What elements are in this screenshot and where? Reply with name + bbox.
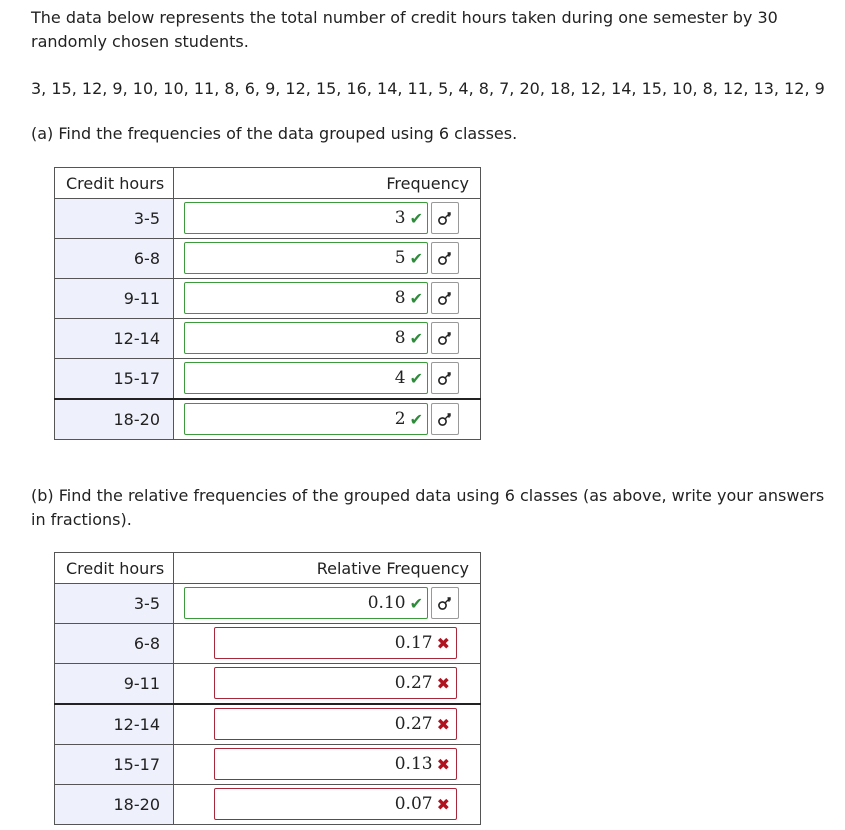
check-icon: ✔ (409, 593, 423, 613)
table-row (55, 624, 481, 664)
part-b-prompt: (b) Find the relative frequencies of the grouped data using 6 classes (as above, write your answers in fractions). (31, 486, 825, 529)
frequency-input[interactable] (184, 202, 428, 234)
answer-value: 3 (394, 208, 406, 228)
col-header-credit-hours: Credit hours (55, 168, 174, 199)
class-label: 15-17 (55, 359, 174, 400)
class-label: 9-11 (55, 279, 174, 319)
key-icon[interactable] (431, 362, 459, 394)
class-label: 3-5 (55, 584, 174, 624)
class-label: 6-8 (55, 239, 174, 279)
frequency-input[interactable] (184, 282, 428, 314)
table-row (55, 745, 481, 785)
table-row (55, 319, 481, 359)
cross-icon: ✖ (436, 633, 450, 653)
class-label: 3-5 (55, 199, 174, 239)
table-row (55, 785, 481, 825)
class-label: 6-8 (55, 624, 174, 664)
answer-value: 8 (394, 288, 406, 308)
relative-frequency-input[interactable] (184, 587, 428, 619)
key-icon[interactable] (431, 322, 459, 354)
table-row (55, 704, 481, 745)
answer-value: 0.10 (367, 593, 406, 613)
cross-icon: ✖ (436, 714, 450, 734)
table-row (55, 664, 481, 705)
answer-value: 4 (394, 368, 406, 388)
table-row (55, 399, 481, 440)
relative-frequency-table (54, 552, 481, 825)
check-icon: ✔ (409, 328, 423, 348)
table-row (55, 279, 481, 319)
check-icon: ✔ (409, 368, 423, 388)
table-header (55, 168, 481, 199)
table-row (55, 199, 481, 239)
relative-frequency-input[interactable] (214, 627, 457, 659)
key-icon[interactable] (431, 202, 459, 234)
data-list: 3, 15, 12, 9, 10, 10, 11, 8, 6, 9, 12, 15, 16, 14, 11, 5, 4, 8, 7, 20, 18, 12, 14, 15, 10, 8, 12, 13, 12, 9 (31, 79, 825, 98)
answer-value: 0.13 (394, 754, 433, 774)
frequency-input[interactable] (184, 322, 428, 354)
class-label: 15-17 (55, 745, 174, 785)
relative-frequency-input[interactable] (214, 788, 457, 820)
check-icon: ✔ (409, 248, 423, 268)
class-label: 18-20 (55, 399, 174, 440)
answer-value: 0.27 (394, 714, 433, 734)
class-label: 9-11 (55, 664, 174, 705)
problem-intro: The data below represents the total number of credit hours taken during one semester by 30 randomly chosen students. (31, 8, 778, 51)
frequency-input[interactable] (184, 242, 428, 274)
part-a-prompt: (a) Find the frequencies of the data grouped using 6 classes. (31, 124, 518, 143)
relative-frequency-input[interactable] (214, 708, 457, 740)
key-icon[interactable] (431, 587, 459, 619)
relative-frequency-input[interactable] (214, 667, 457, 699)
check-icon: ✔ (409, 288, 423, 308)
answer-value: 5 (394, 248, 406, 268)
check-icon: ✔ (409, 409, 423, 429)
key-icon[interactable] (431, 403, 459, 435)
table-row (55, 584, 481, 624)
col-header-credit-hours: Credit hours (55, 553, 174, 584)
answer-value: 2 (394, 409, 406, 429)
class-label: 18-20 (55, 785, 174, 825)
relative-frequency-input[interactable] (214, 748, 457, 780)
answer-value: 0.07 (394, 794, 433, 814)
table-header (55, 553, 481, 584)
cross-icon: ✖ (436, 794, 450, 814)
col-header-frequency: Frequency (174, 168, 481, 199)
cross-icon: ✖ (436, 754, 450, 774)
cross-icon: ✖ (436, 673, 450, 693)
frequency-table (54, 167, 481, 440)
frequency-input[interactable] (184, 362, 428, 394)
table-row (55, 359, 481, 400)
key-icon[interactable] (431, 282, 459, 314)
key-icon[interactable] (431, 242, 459, 274)
col-header-relative-frequency: Relative Frequency (174, 553, 481, 584)
class-label: 12-14 (55, 319, 174, 359)
answer-value: 8 (394, 328, 406, 348)
answer-value: 0.27 (394, 673, 433, 693)
frequency-input[interactable] (184, 403, 428, 435)
table-row (55, 239, 481, 279)
answer-value: 0.17 (394, 633, 433, 653)
check-icon: ✔ (409, 208, 423, 228)
class-label: 12-14 (55, 704, 174, 745)
